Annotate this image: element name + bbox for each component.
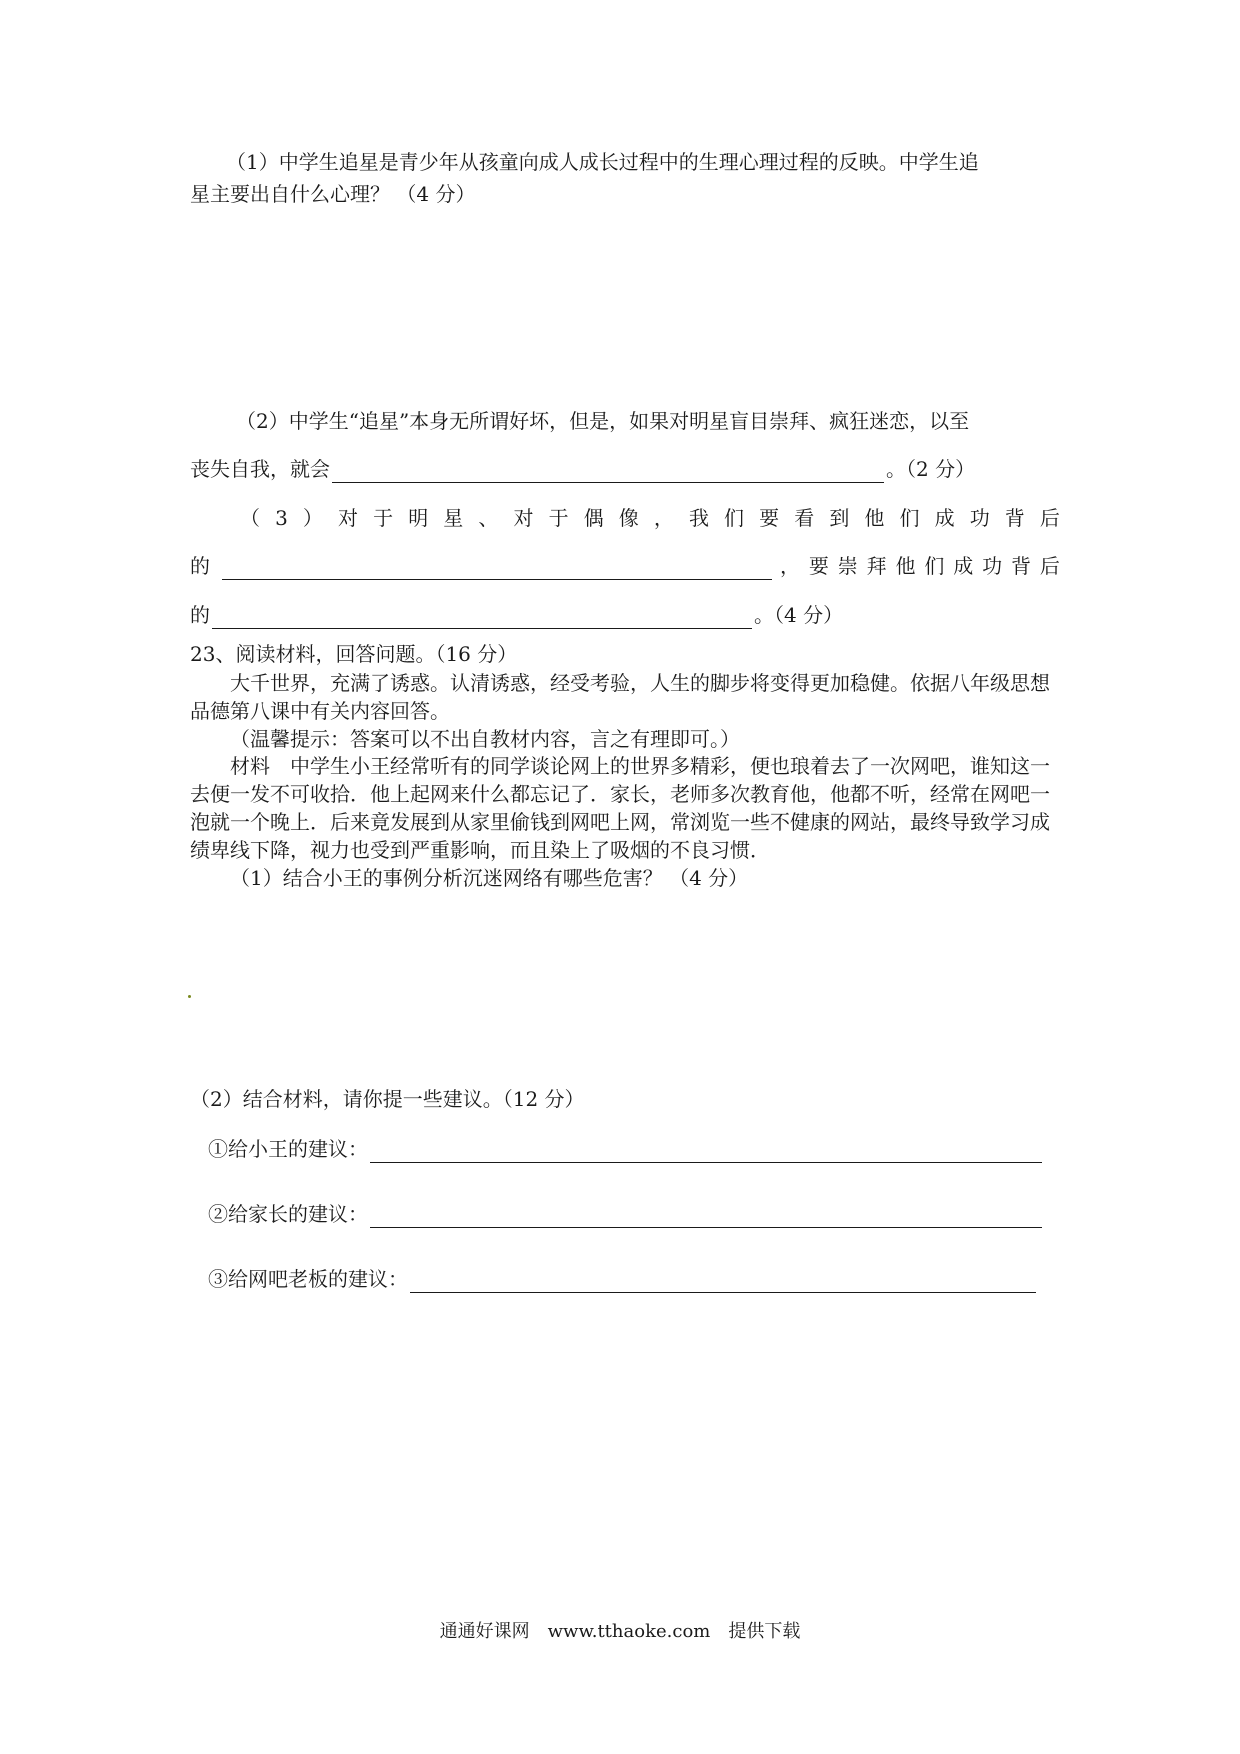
q23-material: 材料 中学生小王经常听有的同学谈论网上的世界多精彩，便也琅着去了一次网吧，谁知这一去便一发不可收拾．他上起网来什么都忘记了．家长，老师多次教育他，他都不听，经常在网吧一泡就一个晚上．后来竟发展到从家里偷钱到网吧上网，常浏览一些不健康的网站，最终导致学习成绩卑线下降，视力也受到严重影响，而且染上了吸烟的不良习惯． bbox=[190, 754, 1050, 862]
q22-part3-line1-char: ） bbox=[302, 506, 323, 530]
q22-part3-line2-suffix-char: 崇 bbox=[837, 554, 858, 578]
q22-part3-line3-prefix: 的 bbox=[190, 603, 210, 627]
q22-part3-line1-char: 们 bbox=[899, 506, 920, 530]
q23-intro: 大千世界，充满了诱惑。认清诱惑，经受考验，人生的脚步将变得更加稳健。依据八年级思想品德第八课中有关内容回答。 bbox=[190, 671, 1050, 723]
q22-part3-line1-char: 我 bbox=[688, 506, 709, 530]
q22-part3-line3-suffix: 。（4 分） bbox=[754, 603, 844, 627]
q22-part3-line1-char: 功 bbox=[969, 506, 990, 530]
q22-part3-line1-char: 于 bbox=[373, 506, 394, 530]
q23-advice3 bbox=[208, 1265, 1038, 1293]
q22-part3-line2-suffix bbox=[780, 552, 1060, 580]
q22-part2-answer-blank[interactable] bbox=[332, 460, 884, 483]
q23-title: 23、阅读材料，回答问题。（16 分） bbox=[190, 642, 518, 666]
q22-part1-line2: 星主要出自什么心理？ （4 分） bbox=[190, 182, 476, 206]
q22-part3-line2-suffix-char: 们 bbox=[924, 554, 945, 578]
q22-part3-line1-char: 看 bbox=[794, 506, 815, 530]
q22-part3-answer-blank-1[interactable] bbox=[222, 557, 772, 580]
q23-sub2: （2）结合材料，请你提一些建议。（12 分） bbox=[190, 1087, 585, 1111]
q22-part3-line1-char: 对 bbox=[338, 506, 359, 530]
q22-part3-line1-char: ， bbox=[653, 506, 674, 530]
q22-part3-line1-char: 背 bbox=[1004, 506, 1025, 530]
q22-part3-line1-char: 他 bbox=[864, 506, 885, 530]
q22-part3-line2-prefix: 的 bbox=[190, 554, 210, 578]
q22-part3-line2-suffix-char: ， bbox=[780, 554, 800, 578]
q22-part2-line2 bbox=[190, 455, 975, 483]
q23-advice2 bbox=[208, 1200, 1044, 1228]
q22-part3-line3 bbox=[190, 601, 843, 629]
q22-part2-line1: （2）中学生“追星”本身无所谓好坏，但是，如果对明星盲目崇拜、疯狂迷恋，以至 bbox=[236, 409, 970, 433]
page-footer: 通通好课网 www.tthaoke.com 提供下载 bbox=[439, 1621, 801, 1642]
advice2-answer-blank[interactable] bbox=[370, 1205, 1042, 1228]
q22-part3-line2-suffix-char: 功 bbox=[982, 554, 1003, 578]
q23-advice1 bbox=[208, 1135, 1044, 1163]
q22-part3-line1-char: 偶 bbox=[583, 506, 604, 530]
q22-part3-line1-char: 成 bbox=[934, 506, 955, 530]
q22-part3-line1-char: 3 bbox=[275, 506, 288, 530]
q22-part2-suffix: 。（2 分） bbox=[886, 457, 976, 481]
q22-part3-line1-char: 对 bbox=[513, 506, 534, 530]
q22-part3-line1-char: 于 bbox=[548, 506, 569, 530]
q22-part3-line1-char: 后 bbox=[1039, 506, 1060, 530]
q22-part3-line1-char: 要 bbox=[759, 506, 780, 530]
advice3-label: ③给网吧老板的建议： bbox=[208, 1267, 408, 1291]
q23-tip: （温馨提示：答案可以不出自教材内容，言之有理即可。） bbox=[230, 727, 740, 751]
q22-part3-line2-suffix-char: 成 bbox=[953, 554, 974, 578]
q22-part3-line2-suffix-char: 背 bbox=[1011, 554, 1031, 578]
advice3-answer-blank[interactable] bbox=[410, 1270, 1036, 1293]
q22-part3-answer-blank-2[interactable] bbox=[212, 606, 752, 629]
q22-part3-line2-suffix-char: 他 bbox=[895, 554, 916, 578]
q22-part3-line2-suffix-char: 后 bbox=[1039, 554, 1060, 578]
q22-part3-line1-char: 星 bbox=[443, 506, 464, 530]
advice1-answer-blank[interactable] bbox=[370, 1140, 1042, 1163]
speck-mark bbox=[188, 995, 191, 998]
q22-part3-line1 bbox=[240, 504, 1060, 532]
q22-part3-line1-char: 们 bbox=[724, 506, 745, 530]
q22-part3-line2-suffix-char: 要 bbox=[808, 554, 829, 578]
advice1-label: ①给小王的建议： bbox=[208, 1137, 368, 1161]
q22-part3-line2-suffix-char: 拜 bbox=[866, 554, 887, 578]
q22-part3-line2 bbox=[190, 552, 1060, 580]
advice2-label: ②给家长的建议： bbox=[208, 1202, 368, 1226]
q22-part3-line1-char: （ bbox=[240, 506, 260, 530]
q22-part3-line1-char: 明 bbox=[408, 506, 429, 530]
q22-part2-prefix: 丧失自我，就会 bbox=[190, 457, 330, 481]
q22-part3-line1-char: 、 bbox=[478, 506, 499, 530]
q23-sub1: （1）结合小王的事例分析沉迷网络有哪些危害？ （4 分） bbox=[230, 866, 749, 890]
q22-part1-line1: （1）中学生追星是青少年从孩童向成人成长过程中的生理心理过程的反映。中学生追 bbox=[226, 150, 979, 174]
q22-part3-line1-char: 像 bbox=[618, 506, 639, 530]
q22-part3-line1-char: 到 bbox=[829, 506, 850, 530]
